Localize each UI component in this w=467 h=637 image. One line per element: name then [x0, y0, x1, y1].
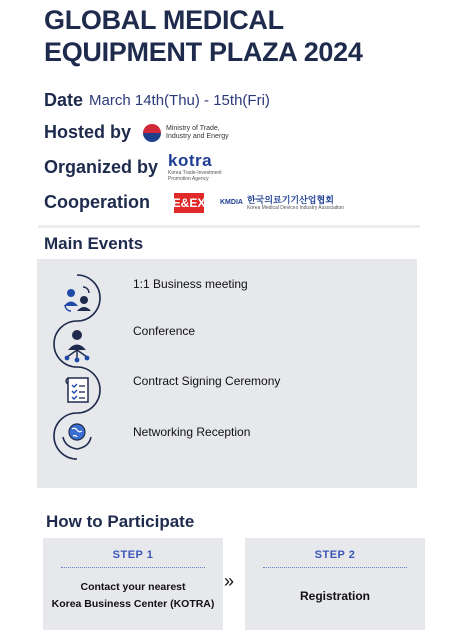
event-networking-reception: Networking Reception: [133, 425, 251, 439]
kotra-logo: [168, 152, 222, 182]
hosted-label: Hosted by: [44, 122, 132, 142]
kmdia-korean-name: 한국의료기기산업협회: [246, 194, 334, 205]
cooperation-label: Cooperation: [44, 192, 150, 212]
kotra-logo-word: kotra: [168, 151, 213, 170]
eex-logo: E&EX: [174, 193, 204, 213]
event-conference: Conference: [133, 324, 196, 338]
date-label: Date: [44, 90, 84, 110]
divider: [38, 225, 420, 228]
ministry-logo-text-2: Industry and Energy: [166, 132, 229, 140]
organized-row: [44, 152, 222, 182]
date-row: [44, 90, 270, 111]
taegeuk-icon: [143, 124, 161, 142]
step-2-line-1: Registration: [299, 589, 370, 603]
timeline-arc-1: [77, 275, 100, 321]
business-meeting-icon: [64, 287, 91, 311]
step-1-card: [43, 538, 223, 630]
page-title: [44, 4, 363, 68]
main-events-panel: [37, 259, 417, 488]
step-2-heading: STEP 2: [314, 549, 356, 561]
step-1-line-2: Korea Business Center (KOTRA): [51, 598, 215, 610]
how-to-participate-title: How to Participate: [46, 512, 195, 531]
step-1-divider: [61, 567, 205, 568]
event-business-meeting: 1:1 Business meeting: [133, 277, 248, 291]
step-2-divider: [263, 567, 407, 568]
ministry-logo-text-1: Ministry of Trade,: [166, 124, 220, 132]
organized-label: Organized by: [44, 156, 159, 177]
kmdia-english-name: Korea Medical Devices Industry Association: [246, 204, 344, 211]
date-value: March 14th(Thu) - 15th(Fri): [89, 92, 270, 109]
ministry-logo: [143, 124, 229, 142]
step-1-line-1: Contact your nearest: [80, 581, 186, 593]
timeline-arc-2: [54, 321, 77, 367]
kmdia-badge: KMDIA: [220, 199, 243, 206]
kotra-logo-sub-1: Korea Trade-Investment: [168, 170, 222, 176]
double-chevron-right-icon: »: [224, 571, 235, 591]
title-line-1: GLOBAL MEDICAL: [44, 5, 284, 35]
contract-icon: [66, 378, 88, 402]
step-2-card: [245, 538, 425, 630]
conference-icon: [65, 330, 90, 362]
title-line-2: EQUIPMENT PLAZA 2024: [44, 37, 363, 67]
networking-icon: [63, 424, 91, 449]
main-events-title: Main Events: [44, 234, 144, 253]
event-contract-signing: Contract Signing Ceremony: [133, 374, 281, 388]
cooperation-row: [44, 192, 344, 213]
hosted-row: [44, 122, 229, 143]
step-1-heading: STEP 1: [112, 549, 154, 561]
kmdia-logo: [220, 195, 344, 211]
kotra-logo-sub-2: Promotion Agency: [168, 176, 209, 182]
